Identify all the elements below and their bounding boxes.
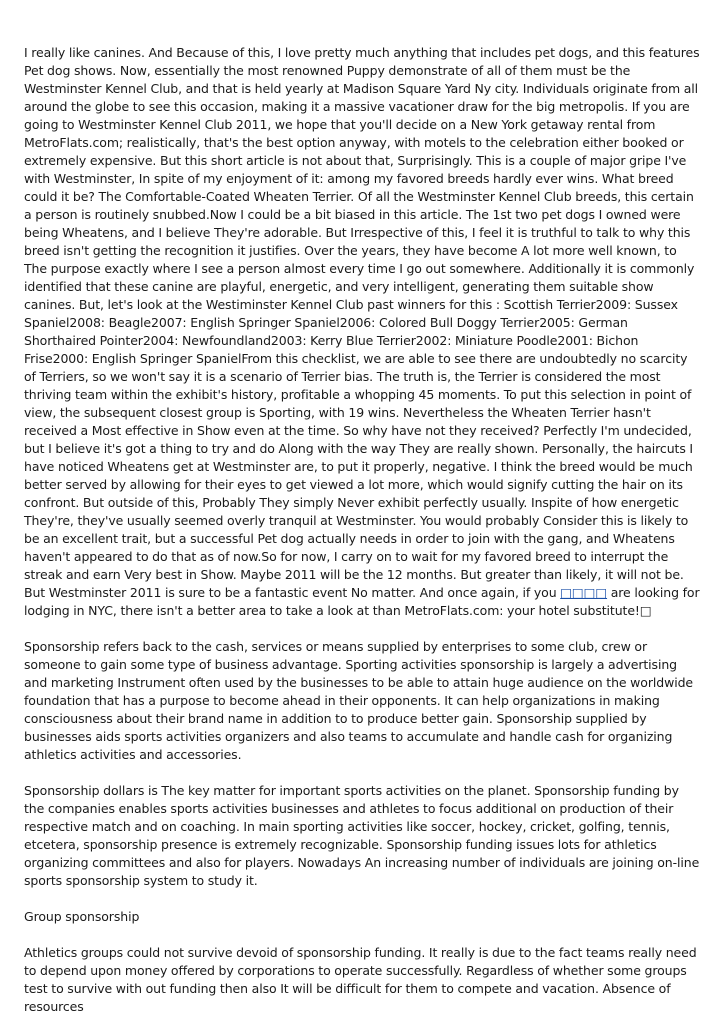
section-heading-group-sponsorship: Group sponsorship <box>24 909 140 924</box>
paragraph-westminster <box>24 44 702 620</box>
paragraph-westminster-text-a: I really like canines. And Because of this, I love pretty much anything that includes pet dogs, and this features Pet dog shows. Now, essentially the most renowned Puppy demonstrate of all of them must be the Westminster Kennel Club, and that is held yearly at Madison Square Yard Ny city. Individuals originate from all around the globe to see this occasion, making it a massive vacationer draw for the big metropolis. If you are going to Westminster Kennel Club 2011, we hope that you'll decide on a New York getaway rental from MetroFlats.com; realistically, that's the best option anyway, with motels to the celebration either booked or extremely expensive. But this short article is not about that, Surprisingly. This is a couple of major gripe I've with Westminster, In spite of my enjoyment of it: among my favored breeds hardly ever wins. What breed could it be? The Comfortable-Coated Wheaten Terrier. Of all the Westminster Kennel Club breeds, this certain a person is routinely snubbed.Now I could be a bit biased in this article. The 1st two pet dogs I owned were being Wheatens, and I believe They're adorable. But Irrespective of this, I feel it is truthful to talk to why this breed isn't getting the recognition it justifies. Over the years, they have become A lot more well known, to The purpose exactly where I see a person almost every time I go out somewhere. Additionally it is commonly identified that these canine are playful, energetic, and very intelligent, generating them suitable show canines. But, let's look at the Westiminster Kennel Club past winners for this : Scottish Terrier2009: Sussex Spaniel2008: Beagle2007: English Springer Spaniel2006: Colored Bull Doggy Terrier2005: German Shorthaired Pointer2004: Newfoundland2003: Kerry Blue Terrier2002: Miniature Poodle2001: Bichon Frise2000: English Springer SpanielFrom this checklist, we are able to see there are undoubtedly no scarcity of Terriers, so we won't say it is a scenario of Terrier bias. The truth is, the Terrier is considered the most thriving team within the exhibit's history, profitable a whopping 45 moments. To put this selection in point of view, the subsequent closest group is Sporting, with 19 wins. Nevertheless the Wheaten Terrier hasn't received a Most effective in Show even at the time. So why have not they received? Perfectly I'm undecided, but I believe it's got a thing to try and do Along with the way They are really shown. Personally, the haircuts I have noticed Wheatens get at Westminster are, to put it properly, negative. I think the breed would be much better served by allowing for their eyes to get viewed a lot more, which would signify cutting the hair on its confront. But outside of this, Probably They simply Never exhibit perfectly usually. Inspite of how energetic They're, they've usually seemed overly tranquil at Westminster. You would probably Consider this is likely to be an excellent trait, but a successful Pet dog actually needs in order to join with the gang, and Wheatens haven't appeared to do that as of now.So for now, I carry on to wait for my favored breed to interrupt the streak and earn Very best in Show. Maybe 2011 will be the 12 months. But greater than likely, it will not be. But Westminster 2011 is sure to be a fantastic event No matter. And once again, if you <box>24 45 700 600</box>
lodging-link[interactable]: □□□□ <box>560 585 608 600</box>
paragraph-sponsorship-definition: Sponsorship refers back to the cash, services or means supplied by enterprises to some club, crew or someone to gain some type of business advantage. Sporting activities sponsorship is largely a advertising and marketing Instrument often used by the businesses to be able to attain huge audience on the worldwide foundation that has a purpose to become ahead in their opponents. It can help organizations in making consciousness about their brand name in addition to to produce better gain. Sponsorship supplied by businesses aids sports activities organizers and also teams to accumulate and handle cash for organizing athletics activities and accessories. <box>24 639 694 762</box>
paragraph-sponsorship-dollars: Sponsorship dollars is The key matter for important sports activities on the planet. Sponsorship funding by the companies enables sports activities businesses and athletes to focus additional on production of their respective match and on coaching. In main sporting activities like soccer, hockey, cricket, golfing, tennis, etcetera, sponsorship presence is extremely recognizable. Sponsorship funding issues lots for athletics organizing committees and also for players. Nowadays An increasing number of individuals are joining on-line sports sponsorship system to study it. <box>24 783 700 888</box>
paragraph-athletics-groups: Athletics groups could not survive devoid of sponsorship funding. It really is due to the fact teams really need to depend upon money offered by corporations to operate successfully. Regardless of whether some groups test to survive with out funding then also It will be difficult for them to compete and vacation. Absence of resources <box>24 945 697 1014</box>
paragraph-westminster-text-b: are looking for lodging in NYC, there isn't a better area to take a look at than MetroFlats.com: your hotel substitute!□ <box>24 585 700 618</box>
